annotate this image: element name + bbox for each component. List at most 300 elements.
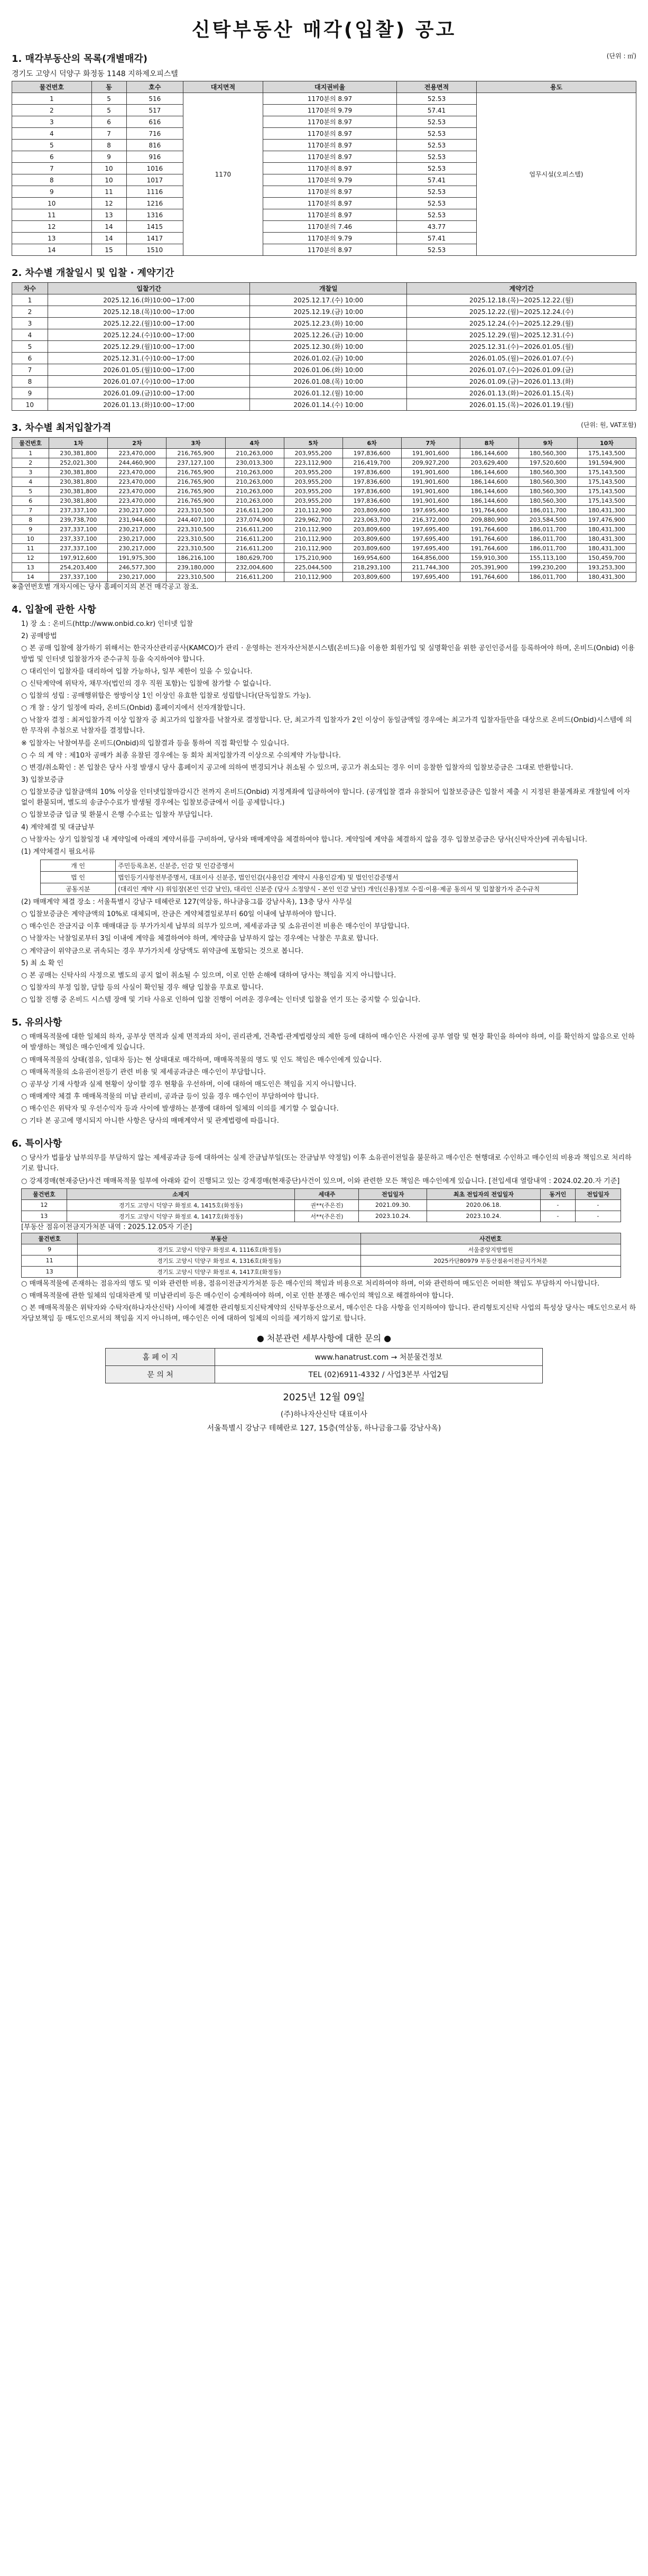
table-cell: 2026.01.14.(수) 10:00 — [250, 399, 407, 411]
price-cell: 186,011,700 — [519, 534, 577, 544]
price-cell: 180,431,300 — [577, 534, 636, 544]
exclusive-area: 52.53 — [397, 186, 477, 198]
price-cell: 186,011,700 — [519, 506, 577, 515]
table-cell: 2025.12.30.(화) 10:00 — [250, 341, 407, 353]
land-share: 1170분의 8.97 — [263, 186, 397, 198]
price-cell: 210,263,000 — [225, 477, 284, 487]
building-dong: 10 — [91, 174, 126, 186]
price-cell: 13 — [12, 563, 49, 573]
required-docs: (대리인 계약 시) 위임장(본인 인감 날인), 대리인 신분증 (당사 소정양식 - 본인 인감 날인) 개인(신용)정보 수집·이용·제공 동의서 및 입찰참가자 준수규칙 — [116, 883, 577, 894]
land-share: 1170분의 8.97 — [263, 163, 397, 174]
table-row — [12, 329, 636, 341]
price-cell: 197,520,600 — [519, 458, 577, 468]
price-cell: 223,470,000 — [108, 487, 166, 496]
schedule-table — [12, 282, 636, 411]
price-cell: 180,431,300 — [577, 573, 636, 582]
text-line: ○ 매매목적물에 관한 일체의 임대차관계 및 미납관리비 등은 매수인이 승계하여야 하며, 이로 인한 분쟁은 매수인의 책임으로 해결하여야 합니다. — [21, 1292, 454, 1300]
price-cell: 252,021,300 — [49, 458, 108, 468]
column-header: 2차 — [108, 438, 166, 449]
land-share: 1170분의 8.97 — [263, 209, 397, 221]
price-cell: 216,611,200 — [225, 544, 284, 553]
unit-number: 716 — [126, 128, 183, 140]
required-documents-table — [40, 860, 578, 895]
table-cell: 2025.12.16.(화)10:00~17:00 — [48, 294, 250, 306]
table-row — [12, 399, 636, 411]
land-share: 1170분의 8.97 — [263, 198, 397, 209]
table-cell: 2025.12.24.(수)10:00~17:00 — [48, 329, 250, 341]
column-header: 10차 — [577, 438, 636, 449]
price-cell: 180,560,300 — [519, 496, 577, 506]
price-cell: 186,144,600 — [460, 477, 519, 487]
price-cell: 203,955,200 — [284, 449, 342, 458]
price-cell: 203,809,600 — [342, 525, 401, 534]
column-header: 차수 — [12, 283, 48, 294]
price-cell: 191,764,600 — [460, 544, 519, 553]
exclusive-area: 52.53 — [397, 209, 477, 221]
exclusive-area: 43.77 — [397, 221, 477, 233]
building-dong: 14 — [91, 221, 126, 233]
text-line: ○ 본 매매목적물은 위탁자와 수탁자(하나자산신탁) 사이에 체결한 관리형토지신탁계약의 신탁부동산으로서, 매수인은 다음 사항을 인지하여야 합니다. 관리형토지신탁 사업의 특성상 당사는 매도인으로서 하자담보책임 등 매도인으로서의 책임을 지지 아니하며, 매수인은 이에 대하여 일체의 이의를 제기하지 않기로 합니다. — [21, 1304, 636, 1323]
table-cell: 2025.12.18.(목)~2025.12.22.(월) — [407, 294, 636, 306]
section-1-title — [12, 51, 636, 65]
exclusive-area: 52.53 — [397, 163, 477, 174]
price-cell: 186,011,700 — [519, 573, 577, 582]
page-title: 신탁부동산 매각(입찰) 공고 — [191, 19, 457, 41]
price-cell: 197,836,600 — [342, 487, 401, 496]
company-address: 서울특별시 강남구 테헤란로 127, 15층(역삼동, 하나금융그룹 강남사옥) — [207, 1424, 441, 1433]
price-cell: 193,253,300 — [577, 563, 636, 573]
table-cell: 2025.12.24.(수)~2025.12.29.(월) — [407, 318, 636, 329]
item-number: 1 — [12, 93, 92, 105]
building-dong: 9 — [91, 151, 126, 163]
price-cell: 9 — [12, 525, 49, 534]
homepage-link[interactable]: www.hanatrust.com → 처분물건정보 — [215, 1349, 542, 1366]
price-cell: 1 — [12, 449, 49, 458]
text-line: ○ 매매목적물에 대한 일체의 하자, 공부상 면적과 실제 면적과의 차이, 권리관계, 건축법·관계법령상의 제한 등에 대하여 매수인은 사전에 공부 열람 및 현장 확인을 하여야 하며, 이를 확인하지 않음으로 인하여 발생하는 책임은 매수인에게 있습니다. — [21, 1033, 635, 1052]
price-cell: 209,927,200 — [401, 458, 460, 468]
table-cell: 2025.12.18.(목)10:00~17:00 — [48, 306, 250, 318]
price-cell: 216,611,200 — [225, 525, 284, 534]
column-header: 소재지 — [67, 1188, 295, 1199]
price-cell: 229,962,700 — [284, 515, 342, 525]
price-cell: 223,310,500 — [166, 525, 225, 534]
column-header: 대지면적 — [183, 81, 263, 93]
section-5-title: 5. 유의사항 — [12, 1017, 62, 1029]
price-cell: 216,765,900 — [166, 496, 225, 506]
company-name: (주)하나자산신탁 대표이사 — [280, 1410, 368, 1419]
price-cell: 197,836,600 — [342, 496, 401, 506]
column-header: 5차 — [284, 438, 342, 449]
price-note: ※출연번호별 개차시에는 당사 홈페이지의 본건 매각공고 참조. — [12, 583, 199, 591]
price-cell: 230,217,000 — [108, 544, 166, 553]
special-notes-continued — [12, 1279, 636, 1325]
table-cell: - — [576, 1199, 621, 1211]
required-docs: 법인등기사항전부증명서, 대표이사 신분증, 법인인감(사용인감 계약시 사용인감계) 및 법인인감증명서 — [116, 871, 577, 883]
unit-number: 816 — [126, 140, 183, 151]
price-cell: 223,310,500 — [166, 573, 225, 582]
text-line: 1) 장 소 : 온비드(http://www.onbid.co.kr) 인터넷 입찰 — [21, 620, 193, 629]
price-cell: 244,407,100 — [166, 515, 225, 525]
text-line: ○ 기타 본 공고에 명시되지 아니한 사항은 당사의 매매계약서 및 관계법령에 따릅니다. — [21, 1117, 279, 1125]
building-dong: 11 — [91, 186, 126, 198]
location-label: 경기도 고양시 덕양구 화정동 1148 지하제오피스텔 — [12, 70, 178, 78]
unit-number: 1510 — [126, 244, 183, 256]
price-cell: 180,629,700 — [225, 553, 284, 563]
unit-number: 1415 — [126, 221, 183, 233]
price-cell: 169,954,600 — [342, 553, 401, 563]
price-cell: 186,144,600 — [460, 496, 519, 506]
price-cell: 239,180,000 — [166, 563, 225, 573]
price-cell: 150,459,700 — [577, 553, 636, 563]
table-row — [12, 449, 636, 458]
price-cell: 216,611,200 — [225, 534, 284, 544]
table-cell: 2026.01.05.(월)10:00~17:00 — [48, 364, 250, 376]
case-label: [부동산 점유이전금지가처분 내역 : 2025.12.05자 기준] — [21, 1223, 192, 1231]
price-cell: 230,217,000 — [108, 534, 166, 544]
table-row — [12, 553, 636, 563]
section-4-title: 4. 입찰에 관한 사항 — [12, 604, 96, 616]
price-cell: 237,074,900 — [225, 515, 284, 525]
price-cell: 223,063,700 — [342, 515, 401, 525]
price-cell: 203,955,200 — [284, 477, 342, 487]
contact-info: TEL (02)6911-4332 / 사업3본부 사업2팀 — [215, 1366, 542, 1383]
table-cell: 10 — [12, 399, 48, 411]
exclusive-area: 52.53 — [397, 140, 477, 151]
price-cell: 237,337,100 — [49, 506, 108, 515]
text-line: ○ 매매계약 체결 후 매매목적물의 미납 관리비, 공과금 등이 있을 경우 매수인이 부담하여야 합니다. — [21, 1092, 319, 1101]
table-cell: 2026.01.15.(목)~2026.01.19.(월) — [407, 399, 636, 411]
table-cell: 13 — [22, 1211, 67, 1222]
building-dong: 8 — [91, 140, 126, 151]
exclusive-area: 57.41 — [397, 233, 477, 244]
price-cell: 7 — [12, 506, 49, 515]
land-share: 1170분의 8.97 — [263, 151, 397, 163]
table-row — [12, 506, 636, 515]
price-cell: 191,764,600 — [460, 525, 519, 534]
price-cell: 186,216,100 — [166, 553, 225, 563]
exclusive-area: 52.53 — [397, 198, 477, 209]
table-row — [12, 387, 636, 399]
price-cell: 230,381,800 — [49, 487, 108, 496]
price-cell: 6 — [12, 496, 49, 506]
item-number: 9 — [12, 186, 92, 198]
price-cell: 210,112,900 — [284, 544, 342, 553]
price-cell: 237,127,100 — [166, 458, 225, 468]
price-unit-label: (단위: 원, VAT포함) — [581, 421, 636, 429]
building-dong: 12 — [91, 198, 126, 209]
table-cell: 9 — [12, 387, 48, 399]
price-cell: 186,144,600 — [460, 449, 519, 458]
price-cell: 2 — [12, 458, 49, 468]
price-cell: 223,470,000 — [108, 477, 166, 487]
text-line: ○ 입찰보증금 입찰금액의 10% 이상을 인터넷입찰마감시간 전까지 온비드(Onbid) 지정계좌에 입금하여야 합니다. (공개입찰 결과 유찰되어 입찰보증금은 입찰서 제출 시 지정된 환불계좌로 개찰일에 이자 없이 환불되며, 별도의 송금수수료가 발생될 경우에는 입찰보증금에서 이를 공제합니다.) — [21, 788, 630, 807]
price-cell: 180,560,300 — [519, 468, 577, 477]
price-cell: 209,880,900 — [460, 515, 519, 525]
price-cell: 203,629,400 — [460, 458, 519, 468]
building-dong: 6 — [91, 116, 126, 128]
price-cell: 197,695,400 — [401, 534, 460, 544]
price-cell: 210,263,000 — [225, 496, 284, 506]
text-line: ※ 입찰자는 낙찰여부를 온비드(Onbid)의 입찰결과 등을 통하여 직접 확인할 수 있습니다. — [21, 739, 289, 747]
price-cell: 11 — [12, 544, 49, 553]
table-row — [12, 563, 636, 573]
table-cell: 11 — [22, 1255, 78, 1266]
table-cell: 2025.12.22.(월)10:00~17:00 — [48, 318, 250, 329]
item-number: 11 — [12, 209, 92, 221]
table-row — [12, 318, 636, 329]
table-cell: 12 — [22, 1199, 67, 1211]
price-cell: 223,112,900 — [284, 458, 342, 468]
price-cell: 246,577,300 — [108, 563, 166, 573]
price-cell: 230,381,800 — [49, 468, 108, 477]
text-line: ○ 입찰보증금 입금 및 환불시 은행 수수료는 입찰자 부담입니다. — [21, 811, 213, 819]
table-cell: 2023.10.24. — [427, 1211, 540, 1222]
price-cell: 223,310,500 — [166, 534, 225, 544]
table-cell: 2026.01.02.(금) 10:00 — [250, 353, 407, 364]
land-share: 1170분의 8.97 — [263, 140, 397, 151]
column-header: 4차 — [225, 438, 284, 449]
price-cell: 216,611,200 — [225, 573, 284, 582]
table-cell: 8 — [12, 376, 48, 387]
table-row — [22, 1255, 621, 1266]
price-cell: 197,695,400 — [401, 525, 460, 534]
price-cell: 191,975,300 — [108, 553, 166, 563]
price-cell: 237,337,100 — [49, 544, 108, 553]
table-row — [12, 515, 636, 525]
price-cell: 203,809,600 — [342, 534, 401, 544]
exclusive-area: 52.53 — [397, 244, 477, 256]
price-cell: 216,372,000 — [401, 515, 460, 525]
price-cell: 216,765,900 — [166, 487, 225, 496]
table-row — [12, 306, 636, 318]
price-cell: 199,230,200 — [519, 563, 577, 573]
item-number: 5 — [12, 140, 92, 151]
table-row — [22, 1244, 621, 1255]
section-1-heading: 1. 매각부동산의 목록(개별매각) — [12, 53, 148, 64]
price-cell: 155,113,100 — [519, 553, 577, 563]
table-cell: 경기도 고양시 덕양구 화정로 4, 1316호(화정동) — [78, 1255, 360, 1266]
column-header: 물건번호 — [22, 1233, 78, 1244]
price-cell: 180,560,300 — [519, 487, 577, 496]
price-cell: 191,764,600 — [460, 506, 519, 515]
price-cell: 180,560,300 — [519, 449, 577, 458]
price-cell: 203,955,200 — [284, 468, 342, 477]
table-row — [12, 573, 636, 582]
column-header: 개찰일 — [250, 283, 407, 294]
column-header: 전용면적 — [397, 81, 477, 93]
table-cell: 2026.01.09.(금)10:00~17:00 — [48, 387, 250, 399]
unit-label: (단위 : ㎡) — [606, 52, 636, 60]
price-cell: 197,476,900 — [577, 515, 636, 525]
price-cell: 237,337,100 — [49, 534, 108, 544]
table-row — [12, 525, 636, 534]
table-cell: 9 — [22, 1244, 78, 1255]
text-line: (1) 계약체결시 필요서류 — [21, 847, 95, 856]
price-cell: 237,337,100 — [49, 525, 108, 534]
column-header: 1차 — [49, 438, 108, 449]
table-row — [12, 534, 636, 544]
table-row — [22, 1199, 621, 1211]
table-cell: 2026.01.12.(월) 10:00 — [250, 387, 407, 399]
price-cell: 159,910,300 — [460, 553, 519, 563]
price-cell: 8 — [12, 515, 49, 525]
price-cell: 186,011,700 — [519, 544, 577, 553]
price-cell: 191,901,600 — [401, 487, 460, 496]
table-row — [12, 93, 636, 105]
price-cell: 223,470,000 — [108, 449, 166, 458]
price-cell: 223,470,000 — [108, 496, 166, 506]
item-number: 7 — [12, 163, 92, 174]
table-row — [12, 544, 636, 553]
item-number: 12 — [12, 221, 92, 233]
price-cell: 175,143,500 — [577, 449, 636, 458]
text-line: ○ 개 찰 : 상기 일정에 따라, 온비드(Onbid) 홈페이지에서 선자개찰합니다. — [21, 704, 245, 713]
column-header: 호수 — [126, 81, 183, 93]
price-cell: 191,901,600 — [401, 468, 460, 477]
unit-number: 1216 — [126, 198, 183, 209]
table-cell: 2 — [12, 306, 48, 318]
price-cell: 211,744,300 — [401, 563, 460, 573]
table-row — [22, 1266, 621, 1277]
price-cell: 175,143,500 — [577, 468, 636, 477]
special-notes — [12, 1153, 636, 1186]
price-cell: 216,765,900 — [166, 477, 225, 487]
use-type: 업무시설(오피스텔) — [476, 93, 636, 256]
text-line: ○ 입찰의 성립 : 공매행위합은 쌍방이상 1인 이상인 유효한 입찰로 성립합니다(단독입찰도 가능). — [21, 691, 311, 700]
price-cell: 3 — [12, 468, 49, 477]
price-cell: 197,912,600 — [49, 553, 108, 563]
column-header: 6차 — [342, 438, 401, 449]
column-header: 전입일자 — [576, 1188, 621, 1199]
text-line: ○ 계약금이 위약금으로 귀속되는 경우 부가가치세 상당액도 위약금에 포함되는 것으로 봅니다. — [21, 947, 304, 955]
exclusive-area: 52.53 — [397, 128, 477, 140]
exclusive-area: 52.53 — [397, 93, 477, 105]
price-cell: 218,293,100 — [342, 563, 401, 573]
applicant-type: 공동지분 — [41, 883, 116, 894]
price-cell: 210,112,900 — [284, 573, 342, 582]
unit-number: 1316 — [126, 209, 183, 221]
text-line: ○ 낙찰자는 낙찰일로부터 3일 이내에 계약을 체결하여야 하며, 계약금을 납부하지 않는 경우에는 낙찰은 무효로 합니다. — [21, 935, 378, 943]
land-share: 1170분의 9.79 — [263, 105, 397, 116]
table-cell: 1 — [12, 294, 48, 306]
price-cell: 197,695,400 — [401, 506, 460, 515]
unit-number: 1116 — [126, 186, 183, 198]
table-row — [12, 477, 636, 487]
building-dong: 13 — [91, 209, 126, 221]
unit-number: 516 — [126, 93, 183, 105]
text-line: ○ 본 공매 입찰에 참가하기 위해서는 한국자산관리공사(KAMCO)가 관리 · 운영하는 전자자산처분시스템(온비드)을 이용한 회원가입 및 실명확인을 위한 공인인증서를 등록하여야 하며, 온비드(Onbid) 이용방법 및 인터넷 입찰참가자 준수규칙 등을 숙지하여야 합니다. — [21, 644, 635, 663]
price-cell: 180,560,300 — [519, 477, 577, 487]
building-dong: 10 — [91, 163, 126, 174]
column-header: 물건번호 — [12, 81, 92, 93]
column-header: 용도 — [476, 81, 636, 93]
column-header: 사건번호 — [360, 1233, 621, 1244]
text-line: ○ 매수인은 잔금지급 이후 매매대금 등 부가가치세 납부의 의무가 있으며, 제세공과금 및 소유권이전 비용은 매수인이 부담합니다. — [21, 922, 410, 931]
table-row — [12, 376, 636, 387]
text-line: ○ 당사가 법률상 납부의무를 부담하지 않는 제세공과금 등에 대하여는 실제 잔금납부일(또는 잔금납부 약정일) 이후 소유권이전일을 불문하고 매수인은 현행대로 수인하고 매수인의 비용과 책임으로 처리하기로 합니다. — [21, 1154, 632, 1173]
table-row — [12, 487, 636, 496]
min-price-table — [12, 437, 636, 582]
price-cell: 216,419,700 — [342, 458, 401, 468]
price-cell: 191,901,600 — [401, 496, 460, 506]
price-cell: 231,944,600 — [108, 515, 166, 525]
price-cell: 186,144,600 — [460, 487, 519, 496]
text-line: ○ 강제경매(현재중단)사건 매매목적물 일부에 아래와 같이 진행되고 있는 강제경매(현재중단)사건이 있으며, 이와 관련한 모든 책임은 매수인에게 있습니다. [전입세대 열람내역 : 2024.02.20.자 기준] — [21, 1177, 620, 1185]
table-cell: 경기도 고양시 덕양구 화정로 4, 1116호(화정동) — [78, 1244, 360, 1255]
column-header: 9차 — [519, 438, 577, 449]
price-cell: 225,044,500 — [284, 563, 342, 573]
column-header: 계약기간 — [407, 283, 636, 294]
text-line: ○ 대리인이 입찰자를 대리하여 입찰 가능하나, 일부 제한이 있을 수 있습니다. — [21, 667, 253, 676]
table-cell: 2020.06.18. — [427, 1199, 540, 1211]
column-header: 최초 전입자의 전입일자 — [427, 1188, 540, 1199]
price-cell: 4 — [12, 477, 49, 487]
text-line: 3) 입찰보증금 — [21, 775, 64, 784]
table-row — [22, 1211, 621, 1222]
text-line: ○ 입찰보증금은 계약금액의 10%로 대체되며, 잔금은 계약체결일로부터 60일 이내에 납부하여야 합니다. — [21, 910, 337, 919]
price-cell: 223,310,500 — [166, 506, 225, 515]
table-cell: 2025.12.22.(월)~2025.12.24.(수) — [407, 306, 636, 318]
price-cell: 14 — [12, 573, 49, 582]
required-docs: 주민등록초본, 신분증, 인감 및 인감증명서 — [116, 860, 577, 871]
building-dong: 7 — [91, 128, 126, 140]
table-cell: - — [540, 1211, 575, 1222]
table-cell: 경기도 고양시 덕양구 화정로 4, 1417호(화정동) — [78, 1266, 360, 1277]
price-cell: 210,263,000 — [225, 449, 284, 458]
price-cell: 232,004,600 — [225, 563, 284, 573]
table-cell: 2025.12.23.(화) 10:00 — [250, 318, 407, 329]
table-cell: 3 — [12, 318, 48, 329]
column-header: 입찰기간 — [48, 283, 250, 294]
price-cell: 197,695,400 — [401, 544, 460, 553]
price-cell: 197,836,600 — [342, 468, 401, 477]
table-cell: 2025.12.31.(수)~2026.01.05.(월) — [407, 341, 636, 353]
price-cell: 180,431,300 — [577, 544, 636, 553]
applicant-type: 개 인 — [41, 860, 116, 871]
bidding-details — [12, 619, 636, 857]
text-line: ○ 공부상 기재 사항과 실제 현황이 상이할 경우 현황을 우선하며, 이에 대하여 매도인은 책임을 지지 아니합니다. — [21, 1080, 357, 1088]
price-cell: 175,143,500 — [577, 477, 636, 487]
price-cell: 244,460,900 — [108, 458, 166, 468]
table-cell: 2026.01.13.(화)10:00~17:00 — [48, 399, 250, 411]
exclusive-area: 52.53 — [397, 116, 477, 128]
section-6-title: 6. 특이사항 — [12, 1138, 62, 1150]
land-share: 1170분의 9.79 — [263, 174, 397, 186]
item-number: 6 — [12, 151, 92, 163]
footer — [12, 1332, 636, 1433]
price-cell: 216,611,200 — [225, 506, 284, 515]
price-cell: 210,112,900 — [284, 525, 342, 534]
price-cell: 230,217,000 — [108, 525, 166, 534]
price-cell: 197,836,600 — [342, 477, 401, 487]
table-cell: 6 — [12, 353, 48, 364]
item-number: 14 — [12, 244, 92, 256]
price-cell: 175,210,900 — [284, 553, 342, 563]
price-cell: 230,381,800 — [49, 496, 108, 506]
price-cell: 203,955,200 — [284, 487, 342, 496]
contact-table — [105, 1348, 542, 1383]
notice-date: 2025년 12월 09일 — [283, 1392, 365, 1404]
land-share: 1170분의 7.46 — [263, 221, 397, 233]
price-cell: 186,011,700 — [519, 525, 577, 534]
table-cell: 2021.09.30. — [359, 1199, 427, 1211]
text-line: ○ 수 의 계 약 : 제10차 공매가 최종 유찰된 경우에는 동 회차 최저입찰가격 이상으로 수의계약 가능합니다. — [21, 751, 341, 760]
building-dong: 5 — [91, 105, 126, 116]
table-cell: 경기도 고양시 덕양구 화정로 4, 1417호(화정동) — [67, 1211, 295, 1222]
table-cell: 2025.12.31.(수)10:00~17:00 — [48, 353, 250, 364]
unit-number: 616 — [126, 116, 183, 128]
text-line: ○ 변경/취소확인 : 본 입찰은 당사 사정 발생시 당사 홈페이지 공고에 의하여 변경되거나 취소될 수 있으며, 공고가 취소되는 경우 이미 응찰한 입찰자의 입찰보증금은 그대로 반환합니다. — [21, 763, 573, 772]
